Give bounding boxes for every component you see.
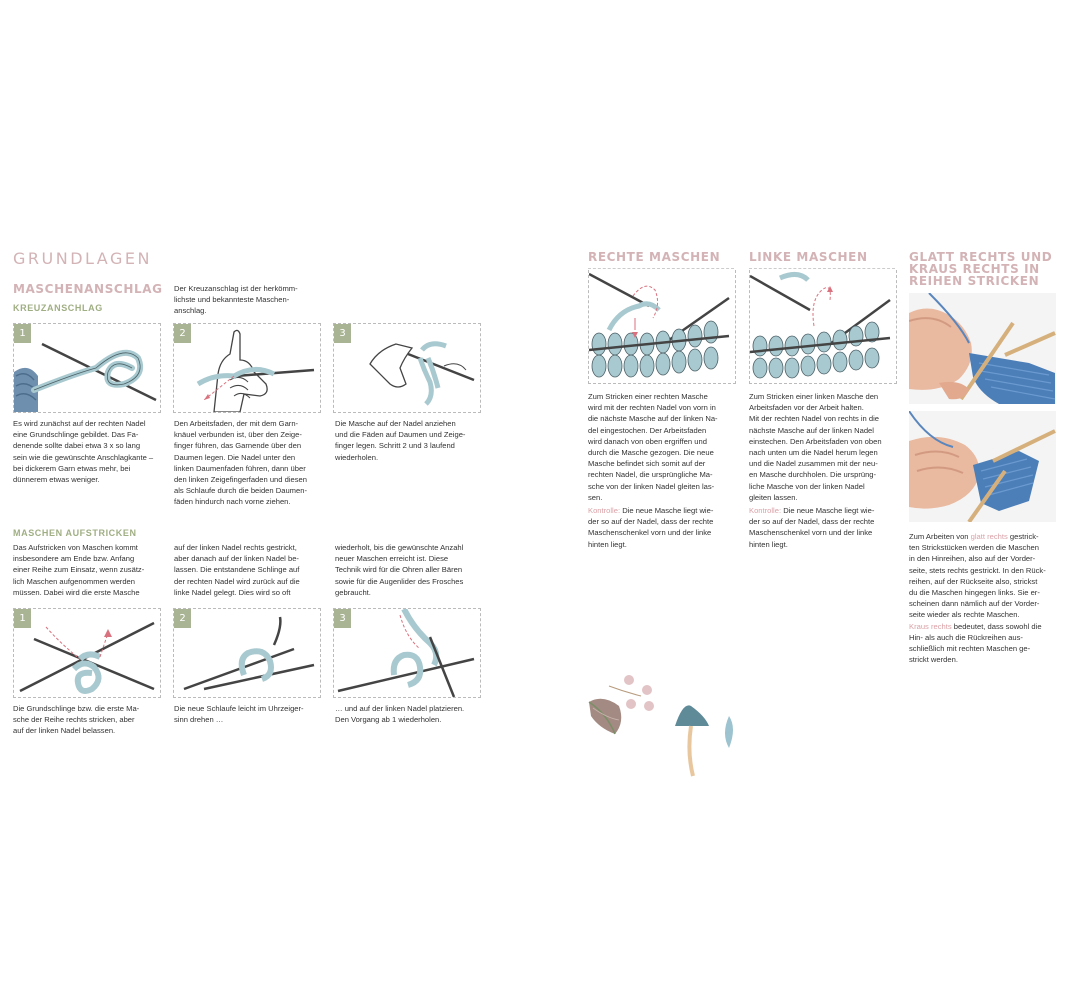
knit-on-subheading: MASCHEN AUFSTRICKEN xyxy=(13,528,137,538)
text-line: insbesondere am Ende bzw. Anfang xyxy=(13,554,135,564)
text-line: liche Masche von der linken Nadel xyxy=(749,481,865,491)
highlight-term: Kraus rechts xyxy=(909,621,952,631)
knit-on-text-col2 xyxy=(174,542,329,598)
cast-on-step-2-illustration xyxy=(173,323,321,413)
text-line: finger legen. Schritt 2 und 3 laufend xyxy=(335,441,455,451)
hand-tightening-stitch-icon xyxy=(334,324,480,412)
divider xyxy=(588,268,734,269)
text-line: linken Daumenfaden führen, dann über xyxy=(174,463,306,473)
divider xyxy=(749,268,895,269)
text-line: denende sollte dabei etwa 3 x so lang xyxy=(13,441,141,451)
text-line: sen. xyxy=(588,492,603,502)
knit-stitch-text xyxy=(588,391,738,550)
text-line: wird mit der rechten Nadel von vorn in xyxy=(588,403,716,413)
text-line: in den Hinreihen, also auf der Vorder- xyxy=(909,554,1036,564)
text-line: wiederholt, bis die gewünschte Anzahl xyxy=(335,543,464,552)
text-line: auf der linken Nadel rechts gestrickt, xyxy=(174,543,297,552)
text-line: sinn drehen … xyxy=(174,715,224,725)
text-line: der so auf der Nadel, dass der rechte xyxy=(588,517,714,527)
text-line: Die neue Masche liegt wie- xyxy=(781,506,875,516)
step-number: 2 xyxy=(174,324,191,343)
cast-on-step-3-illustration xyxy=(333,323,481,413)
text-line: wiederholen. xyxy=(335,452,379,462)
knit-on-step-1-illustration xyxy=(13,608,161,698)
heading-line: KRAUS RECHTS IN xyxy=(909,262,1040,276)
knit-stitch-diagram-icon xyxy=(589,270,735,383)
hands-knitting-photo xyxy=(909,411,1056,522)
text-line: durch die Masche gezogen. Die neue xyxy=(588,448,714,458)
text-line: müssen. Dabei wird die erste Masche xyxy=(13,587,140,597)
text-line: lassen. Die entstandene Schlinge auf xyxy=(174,565,300,575)
step-number: 1 xyxy=(14,609,31,628)
text-line: fäden hindurch nach vorne ziehen. xyxy=(174,497,291,507)
text-line: Daumen legen. Die Nadel unter den xyxy=(174,452,296,462)
intro-line: anschlag. xyxy=(174,306,207,316)
text-line: del eingestochen. Der Arbeitsfaden xyxy=(588,425,707,435)
knitting-photo-1 xyxy=(909,293,1056,404)
text-line: linke Nadel gelegt. Dies wird so oft xyxy=(174,587,291,597)
place-loop-icon xyxy=(334,609,480,697)
text-line: nächste Masche auf der linken Nadel xyxy=(749,425,874,435)
needles-knit-icon xyxy=(14,609,160,697)
text-line: sche der Reihe rechts stricken, aber xyxy=(13,715,135,725)
knitting-photo-2 xyxy=(909,411,1056,522)
cast-on-step-1-text xyxy=(13,418,163,485)
text-line: Masche befindet sich somit auf der xyxy=(588,459,706,469)
step-number: 2 xyxy=(174,609,191,628)
text-line: und die Nadel zusammen mit der neu- xyxy=(749,459,878,469)
text-line: seite, stets rechts gestrickt. In den Rück- xyxy=(909,565,1046,575)
purl-stitch-illustration xyxy=(749,270,897,384)
knit-on-step-1-text xyxy=(13,703,163,737)
text-line: der so auf der Nadel, dass der rechte xyxy=(749,517,875,527)
text-line: Den Arbeitsfaden, der mit dem Garn- xyxy=(174,419,299,428)
text-line: auf der linken Nadel belassen. xyxy=(13,726,116,736)
text-line: Zum Stricken einer rechten Masche xyxy=(588,392,708,401)
knit-on-step-3-text xyxy=(335,703,485,725)
text-line: gleiten lassen. xyxy=(749,492,798,502)
knit-on-text-col1 xyxy=(13,542,168,598)
text-line: knäuel verbunden ist, über den Zeige- xyxy=(174,430,302,440)
text-line: dünnerem etwas weniger. xyxy=(13,475,100,485)
knit-on-step-2-illustration xyxy=(173,608,321,698)
text-line: Maschenschenkel vorn und der linke xyxy=(588,528,712,538)
text-line: einer Reihe zum Einsatz, wenn zusätz- xyxy=(13,565,145,575)
text-line: Die Masche auf der Nadel anziehen xyxy=(335,419,456,428)
text-span: bedeutet, dass sowohl die xyxy=(951,621,1042,631)
cast-on-intro xyxy=(174,283,324,317)
cast-on-step-1-illustration xyxy=(13,323,161,413)
text-line: schließlich mit rechten Maschen ge- xyxy=(909,644,1031,654)
text-line: einstechen. Den Arbeitsfaden von oben xyxy=(749,436,882,446)
text-line: als Schlaufe durch die beiden Daumen- xyxy=(174,486,307,496)
step-number: 3 xyxy=(334,324,351,343)
text-line: du die Maschen hingegen links. Sie er- xyxy=(909,588,1040,598)
knit-on-step-2-text xyxy=(174,703,324,725)
knit-on-text-col3 xyxy=(335,542,490,598)
text-line: seite wieder als rechte Maschen. xyxy=(909,610,1020,620)
purl-stitch-heading: LINKE MASCHEN xyxy=(749,250,868,264)
text-line: lich Maschen aufgenommen werden xyxy=(13,576,135,586)
hand-holding-yarn-icon xyxy=(174,324,320,412)
mushroom-leaf-decoration xyxy=(585,672,745,782)
knit-stitch-heading: RECHTE MASCHEN xyxy=(588,250,721,264)
heading-line: GLATT RECHTS UND xyxy=(909,250,1053,264)
knit-stitch-illustration xyxy=(588,270,736,384)
step-number: 1 xyxy=(14,324,31,343)
text-line: reihen, auf der Rückseite also, strickst xyxy=(909,576,1038,586)
intro-line: lichste und bekannteste Maschen- xyxy=(174,295,290,305)
text-line: sein wie die gewünschte Anschlagkante – xyxy=(13,452,154,462)
cast-on-step-2-text xyxy=(174,418,324,508)
control-label: Kontrolle: xyxy=(588,506,621,516)
text-line: Zum Stricken einer linken Masche den xyxy=(749,392,879,401)
text-span: gestrick- xyxy=(1007,532,1039,541)
purl-stitch-diagram-icon xyxy=(750,270,896,383)
text-line: Arbeitsfaden vor der Arbeit halten. xyxy=(749,403,864,413)
stockinette-text xyxy=(909,531,1070,665)
step-number: 3 xyxy=(334,609,351,628)
text-line: Es wird zunächst auf der rechten Nadel xyxy=(13,419,146,428)
yarn-ball-needle-icon xyxy=(14,324,160,412)
text-line: Die neue Schlaufe leicht im Uhrzeiger- xyxy=(174,704,304,713)
text-line: finger führen, das Garnende über den xyxy=(174,441,302,451)
text-line: Das Aufstricken von Maschen kommt xyxy=(13,543,138,552)
text-line: hinten liegt. xyxy=(749,539,788,549)
text-line: Die neue Masche liegt wie- xyxy=(620,506,714,516)
text-line: aber danach auf der linken Nadel be- xyxy=(174,554,299,564)
heading-line: REIHEN STRICKEN xyxy=(909,274,1040,288)
text-line: sche von der linken Nadel gleiten las- xyxy=(588,481,715,491)
botanical-decoration-icon xyxy=(585,672,745,782)
text-line: bei dickerem Garn etwas mehr, bei xyxy=(13,463,131,473)
text-line: rechten Nadel, die ursprüngliche Ma- xyxy=(588,470,713,480)
hands-knitting-photo xyxy=(909,293,1056,404)
text-line: sowie für die Augenlider des Frosches xyxy=(335,576,464,586)
text-line: en Masche durchholen. Die ursprüng- xyxy=(749,470,877,480)
text-line: den linken Zeigefingerfaden und diesen xyxy=(174,475,307,485)
text-line: eine Grundschlinge gebildet. Das Fa- xyxy=(13,430,139,440)
text-line: Technik wird für die Ohren aller Bären xyxy=(335,565,463,575)
purl-stitch-text xyxy=(749,391,899,550)
highlight-term: glatt rechts xyxy=(970,532,1008,541)
text-line: Den Vorgang ab 1 wiederholen. xyxy=(335,715,442,725)
text-line: neuer Maschen erreicht ist. Diese xyxy=(335,554,449,564)
text-line: Maschenschenkel vorn und der linke xyxy=(749,528,873,538)
text-line: Mit der rechten Nadel von rechts in die xyxy=(749,414,880,424)
text-line: Die Grundschlinge bzw. die erste Ma- xyxy=(13,704,140,713)
text-line: und die Fäden auf Daumen und Zeige- xyxy=(335,430,466,440)
text-line: wird danach von oben ergriffen und xyxy=(588,436,707,446)
text-line: Hin- als auch die Rückreihen aus- xyxy=(909,632,1023,642)
text-line: hinten liegt. xyxy=(588,539,627,549)
intro-line: Der Kreuzanschlag ist der herkömm- xyxy=(174,284,298,293)
cast-on-step-3-text xyxy=(335,418,485,463)
twist-loop-icon xyxy=(174,609,320,697)
text-line: ten Strickstücken werden die Maschen xyxy=(909,543,1040,553)
text-line: gebraucht. xyxy=(335,587,371,597)
page-title: GRUNDLAGEN xyxy=(13,249,152,268)
text-line: scheinen dann nämlich auf der Vorder- xyxy=(909,599,1040,609)
cast-on-subheading: KREUZANSCHLAG xyxy=(13,303,103,313)
text-line: die nächste Masche auf der linken Na- xyxy=(588,414,718,424)
text-span: Zum Arbeiten von xyxy=(909,532,971,541)
text-line: der rechten Nadel wird zurück auf die xyxy=(174,576,300,586)
control-label: Kontrolle: xyxy=(749,506,782,516)
knit-on-step-3-illustration xyxy=(333,608,481,698)
stockinette-heading xyxy=(909,251,1052,287)
text-line: … und auf der linken Nadel platzieren. xyxy=(335,704,465,713)
text-line: nach unten um die Nadel herum legen xyxy=(749,448,878,458)
text-line: strickt werden. xyxy=(909,655,958,665)
cast-on-heading: MASCHENANSCHLAG xyxy=(13,282,163,296)
